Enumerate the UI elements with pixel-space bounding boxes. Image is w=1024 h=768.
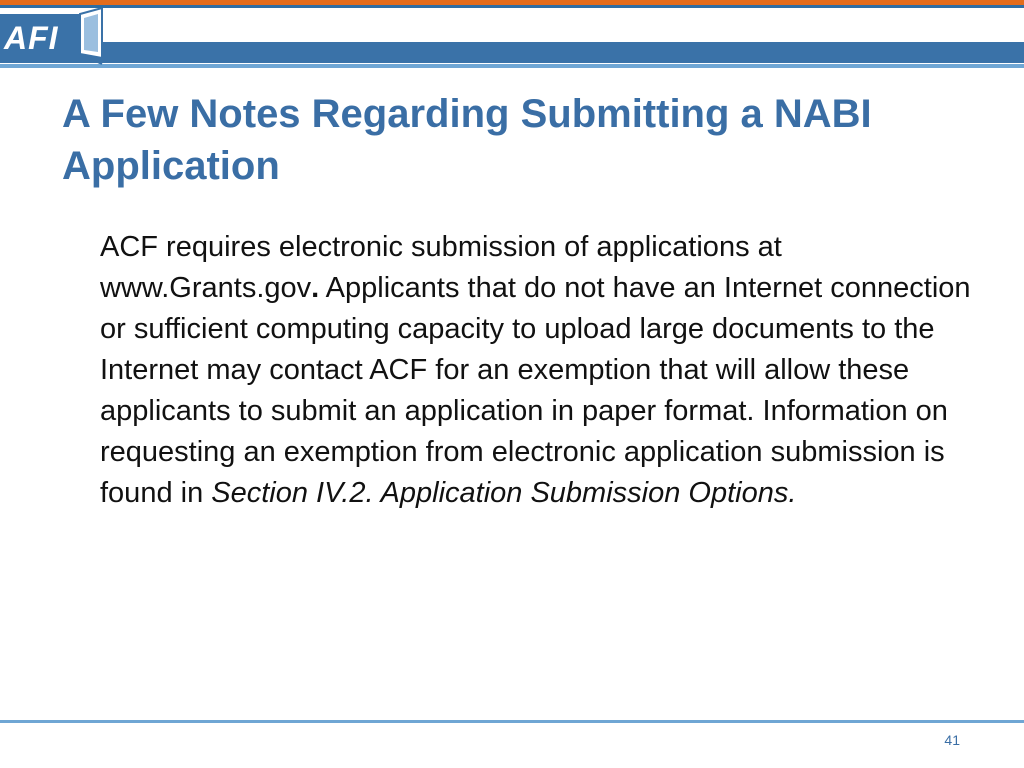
header-white-band <box>0 8 1024 42</box>
body-paragraph <box>100 227 980 514</box>
page-number: 41 <box>944 732 960 748</box>
logo-text: AFI <box>4 20 59 56</box>
page-title: A Few Notes Regarding Submitting a NABI Application <box>62 92 872 188</box>
header-blue-band <box>0 42 1024 63</box>
body-text-part1: ACF requires electronic submission of applications at www.Grants.gov <box>100 231 782 304</box>
logo-door-icon <box>78 8 106 66</box>
header-rule <box>0 64 1024 68</box>
body-text-bold-period: . <box>311 272 320 304</box>
logo-box <box>0 14 82 54</box>
afi-logo <box>0 8 106 66</box>
body-text-section-reference: Section IV.2. Application Submission Options. <box>211 477 797 509</box>
footer-rule <box>0 720 1024 723</box>
body-text-part3: Applicants that do not have an Internet connection or sufficient computing capacity to upload large documents to the Internet may contact ACF for an exemption that will allow these applicants to submit an application in paper format. Information on requesting an exemption from electronic application submission is found in <box>100 272 971 509</box>
